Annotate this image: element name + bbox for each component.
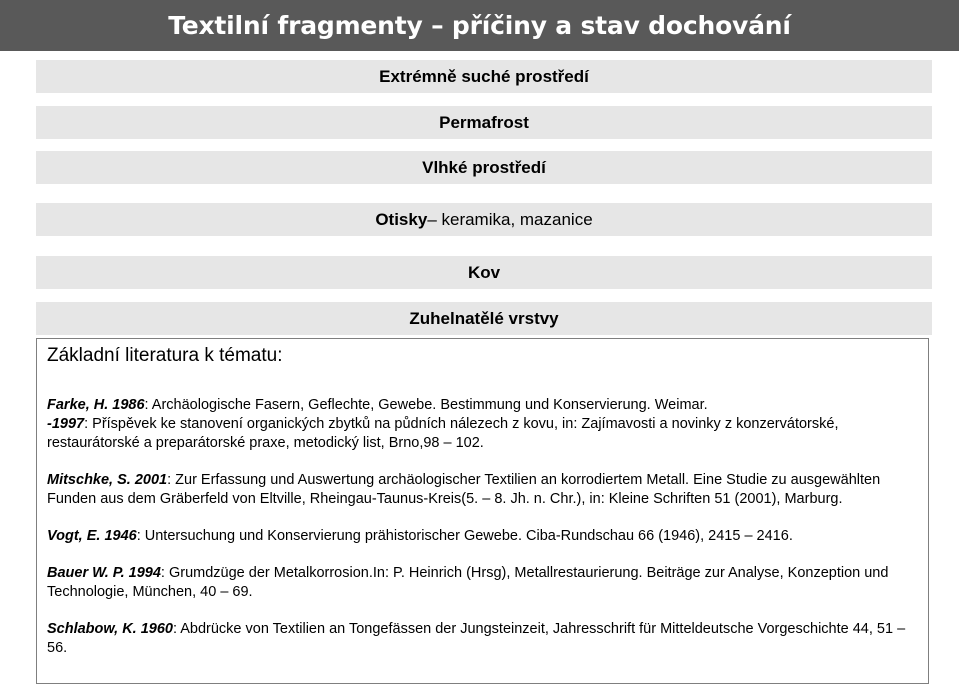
reference-author: Farke, H. 1986 [47,397,145,413]
reference-text: : Untersuchung und Konservierung prähistorischer Gewebe. Ciba-Rundschau 66 (1946), 2415 – 2416. [136,528,793,544]
category-label: Kov [467,262,501,282]
reference-item [47,564,917,602]
reference-text: : Příspěvek ke stanovení organických zbytků na půdních nálezech z kovu, in: Zajímavosti a novinky z konzervátorské, restaurátorské a preparátorské praxe, metodický list, Brno,98 – 102. [47,416,839,451]
category-band [36,302,932,335]
reference-text: : Zur Erfassung und Auswertung archäologischer Textilien an korrodiertem Metall. Eine Studie zu ausgewählten Funden aus dem Gräberfeld von Eltville, Rheingau-Taunus-Kreis(5. – 8. Jh. n. Chr.), in: Kleine Schriften 51 (2001), Marburg. [47,472,881,507]
reference-line [47,396,917,415]
category-label: Permafrost [439,112,529,132]
category-band [36,203,932,236]
reference-text: : Abdrücke von Textilien an Tongefässen der Jungsteinzeit, Jahresschrift für Mitteldeutsche Vorgeschichte 44, 51 – 56. [47,621,906,656]
category-band [36,60,932,93]
reference-line [47,415,917,453]
reference-author: -1997 [47,416,85,432]
reference-text: : Archäologische Fasern, Geflechte, Gewebe. Bestimmung und Konservierung. Weimar. [144,397,708,413]
reference-item [47,527,917,546]
literature-box [36,338,929,684]
category-label: Extrémně suché prostředí [379,66,589,86]
reference-item [47,620,917,658]
category-label: Vlhké prostředí [422,157,546,177]
literature-heading: Základní literatura k tématu: [47,345,283,366]
reference-author: Mitschke, S. 2001 [47,472,168,488]
reference-item [47,471,917,509]
reference-author: Vogt, E. 1946 [47,528,137,544]
title-bar [0,0,959,51]
category-band [36,106,932,139]
slide-title: Textilní fragmenty – příčiny a stav dochování [168,11,791,40]
category-detail: – keramika, mazanice [427,209,593,229]
category-label: Zuhelnatělé vrstvy [409,308,559,328]
reference-list [47,396,917,676]
reference-author: Bauer W. P. 1994 [47,565,161,581]
category-band [36,256,932,289]
category-label: Otisky [375,209,428,229]
reference-text: : Grumdzüge der Metalkorrosion.In: P. Heinrich (Hrsg), Metallrestaurierung. Beiträge zur Analyse, Konzeption und Technologie, München, 40 – 69. [47,565,889,600]
reference-author: Schlabow, K. 1960 [47,621,173,637]
category-band [36,151,932,184]
reference-item [47,396,917,453]
